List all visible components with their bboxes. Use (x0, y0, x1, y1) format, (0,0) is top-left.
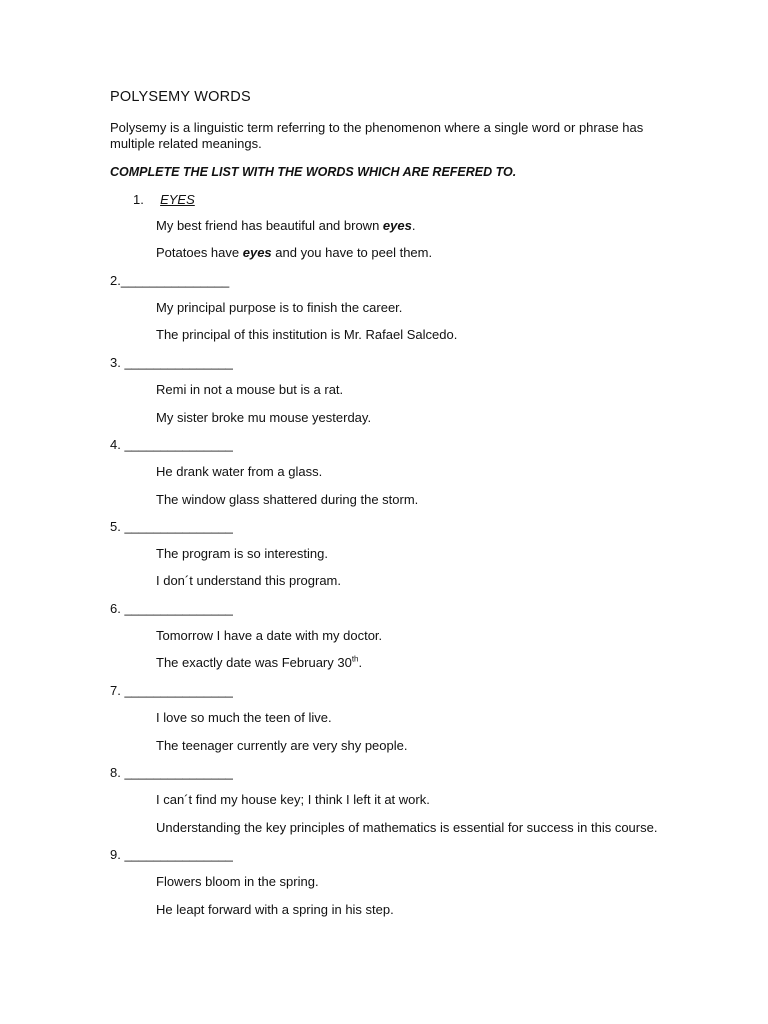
item-3-sentence-2: My sister broke mu mouse yesterday. (156, 410, 372, 425)
item-1-heading (133, 192, 195, 208)
item-7-sentence-1: I love so much the teen of live. (156, 710, 332, 725)
item-5-blank: 5. _______________ (110, 519, 233, 534)
item-3-blank: 3. _______________ (110, 355, 233, 370)
item-2-blank: 2._______________ (110, 273, 230, 288)
item-5-sentence-2: I don´t understand this program. (156, 573, 341, 588)
item-6-sentence-1: Tomorrow I have a date with my doctor. (156, 628, 383, 643)
item-6-blank: 6. _______________ (110, 601, 233, 616)
item-8-sentence-2: Understanding the key principles of mathematics is essential for success in this course. (156, 820, 658, 835)
item-2-sentence-2: The principal of this institution is Mr. Rafael Salcedo. (156, 327, 458, 342)
item-4-sentence-1: He drank water from a glass. (156, 464, 323, 479)
instruction-line: COMPLETE THE LIST WITH THE WORDS WHICH ARE REFERED TO. (110, 165, 517, 179)
item-8-sentence-1: I can´t find my house key; I think I left it at work. (156, 792, 430, 807)
item-7-sentence-2: The teenager currently are very shy people. (156, 738, 408, 753)
item-1-sentence-2: Potatoes have eyes and you have to peel them. (156, 245, 433, 260)
page-title: POLYSEMY WORDS (110, 89, 251, 105)
item-2-sentence-1: My principal purpose is to finish the career. (156, 300, 403, 315)
item-5-sentence-1: The program is so interesting. (156, 546, 328, 561)
item-6-sentence-2: The exactly date was February 30th. (156, 654, 363, 670)
item-1-sentence-1: My best friend has beautiful and brown eyes. (156, 218, 416, 233)
item-8-blank: 8. _______________ (110, 765, 233, 780)
item-9-sentence-1: Flowers bloom in the spring. (156, 874, 319, 889)
intro-paragraph: Polysemy is a linguistic term referring to the phenomenon where a single word or phrase has multiple related meanings. (110, 120, 644, 151)
item-7-blank: 7. _______________ (110, 683, 233, 698)
item-3-sentence-1: Remi in not a mouse but is a rat. (156, 382, 344, 397)
emphasized-word: eyes (382, 218, 412, 233)
item-9-sentence-2: He leapt forward with a spring in his step. (156, 902, 394, 917)
item-9-blank: 9. _______________ (110, 847, 233, 862)
ordinal-suffix: th (351, 654, 359, 664)
item-4-blank: 4. _______________ (110, 437, 233, 452)
emphasized-word: eyes (242, 245, 272, 260)
item-4-sentence-2: The window glass shattered during the storm. (156, 492, 419, 507)
item-answer-word: EYES (160, 192, 195, 207)
item-number: 1. (133, 192, 144, 207)
